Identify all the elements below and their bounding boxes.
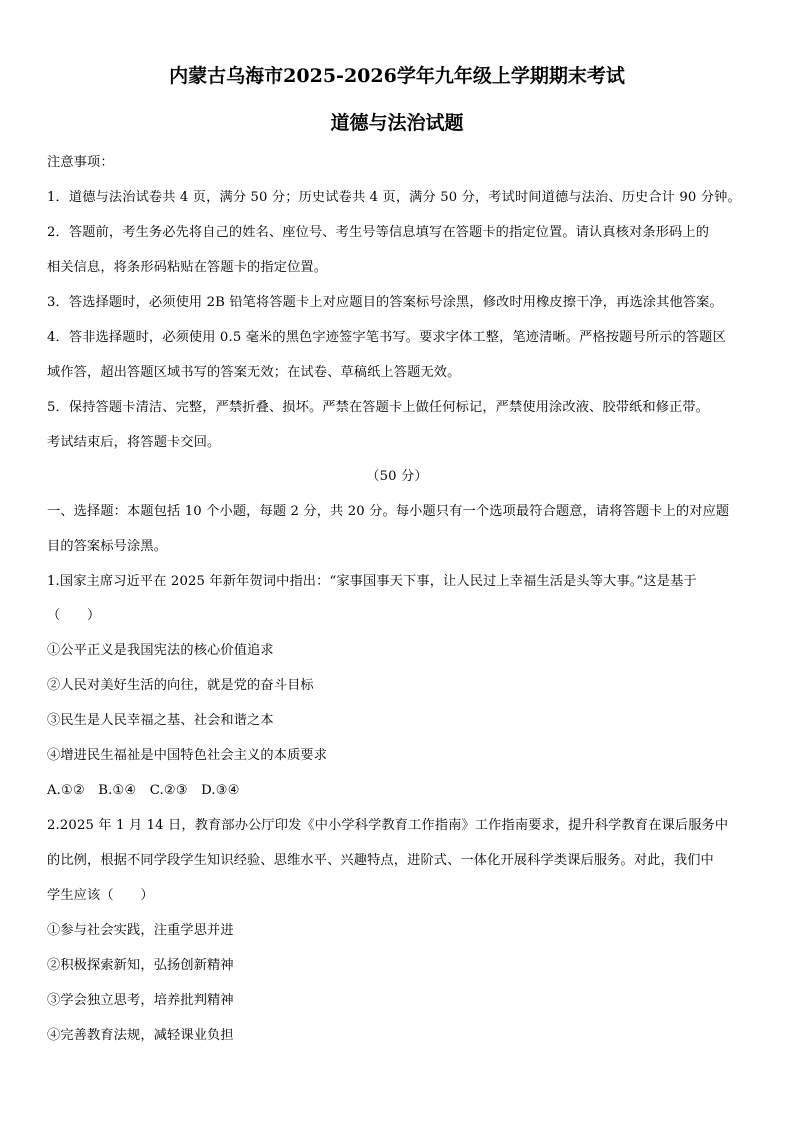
exam-subtitle: 道德与法治试题	[330, 112, 464, 134]
question-2-option: ④完善教育法规，减轻课业负担	[47, 1028, 234, 1043]
notice-line: 1．道德与法治试卷共 4 页，满分 50 分；历史试卷共 4 页，满分 50 分，考试时间道德与法治、历史合计 90 分钟。	[47, 190, 741, 205]
question-1-option: ③民生是人民幸福之基、社会和谐之本	[47, 713, 274, 728]
question-1-blank: （ ）	[47, 608, 101, 623]
question-2-stem: 的比例，根据不同学段学生知识经验、思维水平、兴趣特点，进阶式、一体化开展科学类课后服务。对此，我们中	[47, 853, 714, 868]
notice-heading: 注意事项：	[47, 155, 114, 170]
question-2-stem: 2.2025 年 1 月 14 日，教育部办公厅印发《中小学科学教育工作指南》工作指南要求，提升科学教育在课后服务中	[47, 818, 729, 833]
exam-title: 内蒙古乌海市2025-2026学年九年级上学期期末考试	[169, 65, 625, 87]
question-2-stem: 学生应该（ ）	[47, 888, 154, 903]
question-1-option: ④增进民生福祉是中国特色社会主义的本质要求	[47, 748, 328, 763]
section-instruction: 一、选择题：本题包括 10 个小题，每题 2 分，共 20 分。每小题只有一个选项最符合题意，请将答题卡上的对应题	[47, 504, 730, 519]
notice-line: 相关信息，将条形码粘贴在答题卡的指定位置。	[47, 260, 328, 275]
notice-line: 4．答非选择题时，必须使用 0.5 毫米的黑色字迹签字笔书写。要求字体工整，笔迹清晰。严格按题号所示的答题区	[47, 330, 726, 345]
question-2-option: ②积极探索新知，弘扬创新精神	[47, 958, 234, 973]
notice-line: 3．答选择题时，必须使用 2B 铅笔将答题卡上对应题目的答案标号涂黑，修改时用橡皮擦干净，再选涂其他答案。	[47, 295, 723, 310]
notice-line: 考试结束后，将答题卡交回。	[47, 435, 221, 450]
notice-line: 5．保持答题卡清洁、完整，严禁折叠、损坏。严禁在答题卡上做任何标记，严禁使用涂改液、胶带纸和修正带。	[47, 400, 710, 415]
section-instruction: 目的答案标号涂黑。	[47, 539, 168, 554]
question-1-option: ②人民对美好生活的向往，就是党的奋斗目标	[47, 678, 314, 693]
question-2-option: ③学会独立思考，培养批判精神	[47, 993, 234, 1008]
total-score: （50 分）	[366, 469, 428, 484]
question-1-option: ①公平正义是我国宪法的核心价值追求	[47, 643, 274, 658]
question-2-option: ①参与社会实践，注重学思并进	[47, 923, 234, 938]
notice-line: 2．答题前，考生务必先将自己的姓名、座位号、考生号等信息填写在答题卡的指定位置。请认真核对条形码上的	[47, 225, 710, 240]
question-1-choices: A.①② B.①④ C.②③ D.③④	[47, 783, 240, 798]
question-1-stem: 1.国家主席习近平在 2025 年新年贺词中指出：“家事国事天下事，让人民过上幸福生活是头等大事。”这是基于	[47, 574, 697, 589]
notice-line: 域作答，超出答题区域书写的答案无效；在试卷、草稿纸上答题无效。	[47, 365, 461, 380]
